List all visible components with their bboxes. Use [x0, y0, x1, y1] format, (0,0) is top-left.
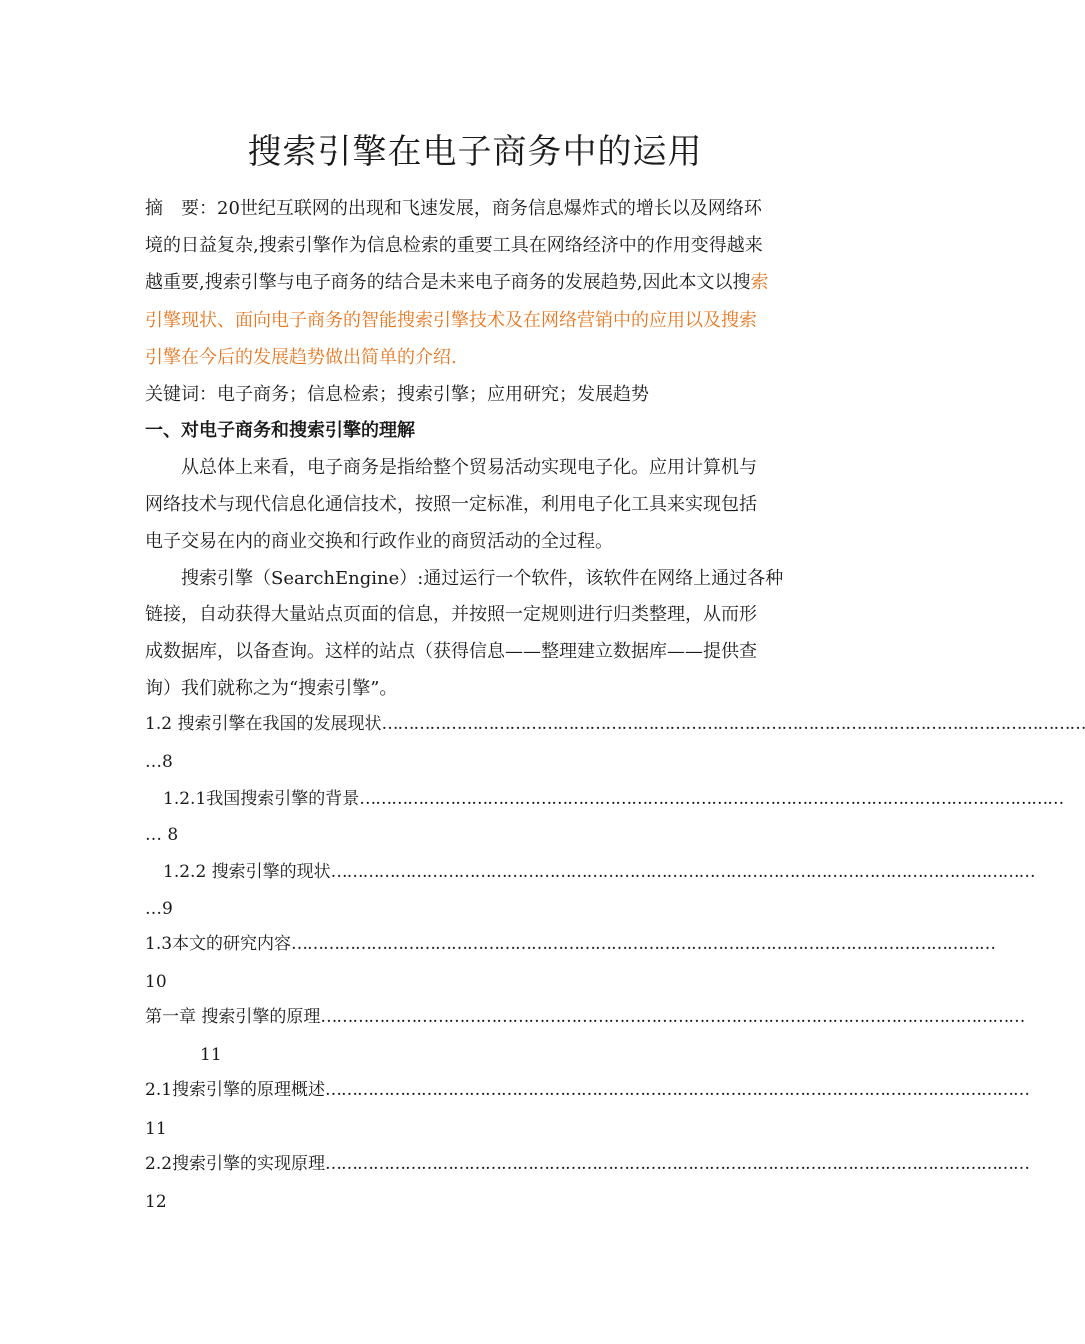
toc-page-number: 11 [200, 1045, 222, 1065]
toc-leader: …………………………………………………………………………………………………………………… [359, 789, 1064, 809]
toc-leader: …………………………………………………………………………………………………………………… [320, 1007, 1025, 1027]
toc-label: 2.1搜索引擎的原理概述 [145, 1080, 326, 1100]
abstract-highlight-3: 索 [750, 272, 769, 293]
toc-leader: …………………………………………………………………………………………………………………… [325, 1154, 1030, 1174]
para2-line-4: 询）我们就称之为“搜索引擎”。 [145, 678, 398, 699]
toc-leader: …………………………………………………………………………………………………………………… [381, 714, 1085, 734]
toc-label: 1.2 搜索引擎在我国的发展现状 [145, 714, 382, 734]
toc-label: 1.2.1我国搜索引擎的背景 [163, 789, 360, 809]
abstract-line-2: 境的日益复杂,搜索引擎作为信息检索的重要工具在网络经济中的作用变得越来 [145, 235, 763, 256]
para2-line-3: 成数据库，以备查询。这样的站点（获得信息——整理建立数据库——提供查 [145, 641, 757, 662]
para1-line-2: 网络技术与现代信息化通信技术，按照一定标准，利用电子化工具来实现包括 [145, 494, 757, 515]
toc-page-number: … 8 [145, 825, 179, 845]
toc-page-number: 10 [145, 972, 167, 992]
toc-page-number: …9 [145, 899, 173, 919]
abstract-text-3: 越重要,搜索引擎与电子商务的结合是未来电子商务的发展趋势,因此本文以搜 [145, 272, 751, 293]
toc-leader: …………………………………………………………………………………………………………………… [325, 1080, 1030, 1100]
toc-page-number: …8 [145, 752, 173, 772]
document-title: 搜索引擎在电子商务中的运用 [247, 132, 703, 172]
toc-leader: …………………………………………………………………………………………………………………… [291, 934, 996, 954]
toc-label: 1.2.2 搜索引擎的现状 [163, 862, 331, 882]
toc-leader: …………………………………………………………………………………………………………………… [330, 862, 1035, 882]
abstract-label: 摘 要： [145, 198, 217, 219]
toc-page-number: 12 [145, 1192, 167, 1212]
para1-line-3: 电子交易在内的商业交换和行政作业的商贸活动的全过程。 [145, 531, 613, 552]
toc-page-number: 11 [145, 1119, 167, 1139]
abstract-line-5: 引擎在今后的发展趋势做出简单的介绍. [145, 347, 457, 368]
para1-line-1: 从总体上来看，电子商务是指给整个贸易活动实现电子化。应用计算机与 [181, 457, 757, 478]
toc-label: 第一章 搜索引擎的原理 [145, 1007, 321, 1027]
abstract-text-1: 20世纪互联网的出现和飞速发展，商务信息爆炸式的增长以及网络环 [217, 198, 762, 219]
abstract-line-1 [145, 196, 805, 222]
toc-entry [145, 1152, 1030, 1176]
toc-entry [145, 712, 1085, 736]
abstract-line-4: 引擎现状、面向电子商务的智能搜索引擎技术及在网络营销中的应用以及搜索 [145, 310, 757, 331]
toc-entry [163, 787, 1064, 811]
abstract-line-3 [145, 270, 805, 296]
para2-line-1: 搜索引擎（SearchEngine）:通过运行一个软件，该软件在网络上通过各种 [181, 568, 784, 589]
toc-label: 1.3本文的研究内容 [145, 934, 292, 954]
toc-entry [163, 860, 1035, 884]
toc-entry [145, 1005, 1025, 1029]
para2-line-2: 链接，自动获得大量站点页面的信息，并按照一定规则进行归类整理，从而形 [145, 604, 757, 625]
keywords-line: 关键词：电子商务；信息检索；搜索引擎；应用研究；发展趋势 [145, 384, 649, 405]
toc-entry [145, 1078, 1030, 1102]
toc-label: 2.2搜索引擎的实现原理 [145, 1154, 326, 1174]
toc-entry [145, 932, 996, 956]
section-heading-1: 一、对电子商务和搜索引擎的理解 [145, 420, 415, 441]
